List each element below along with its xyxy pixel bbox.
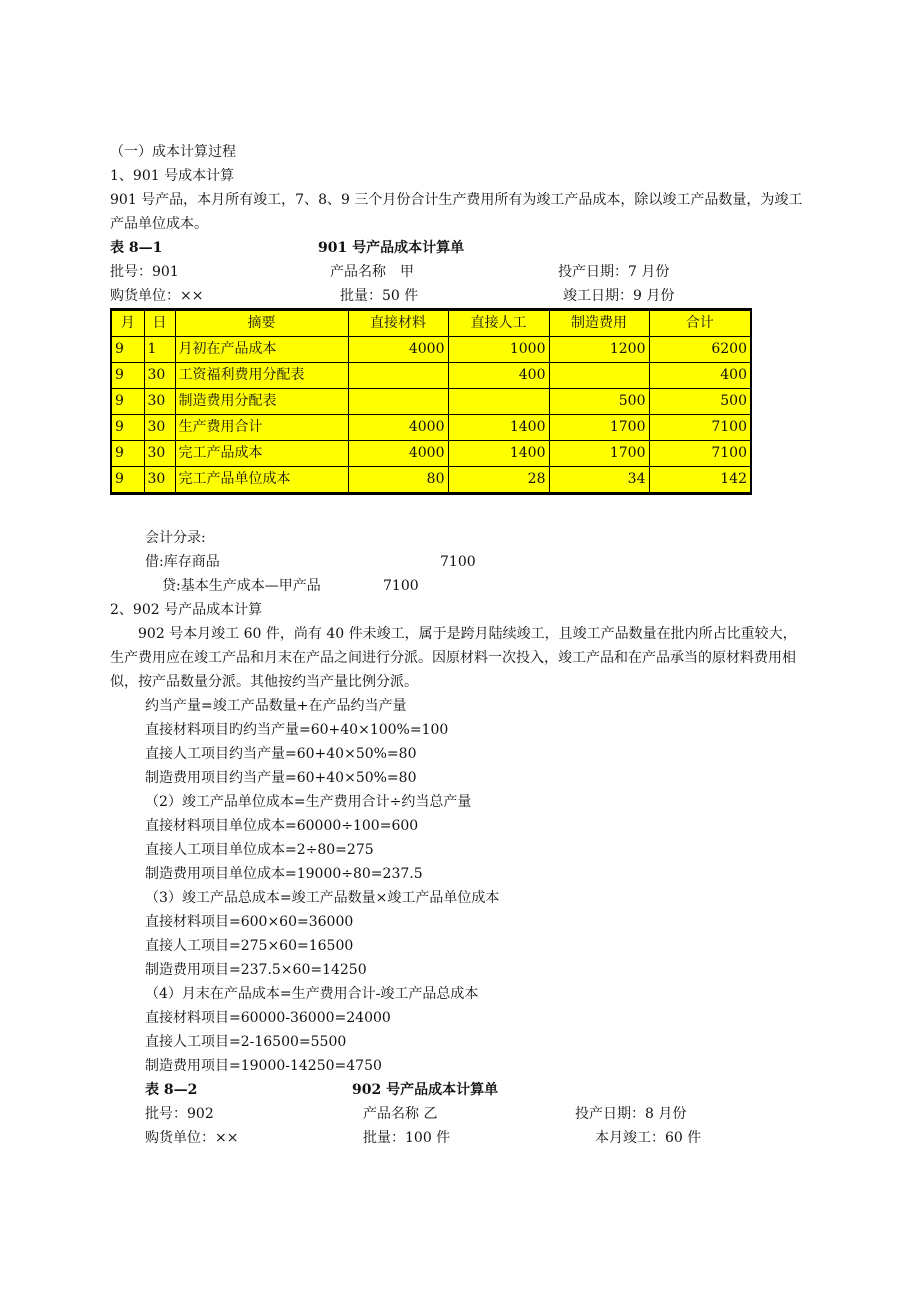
cell-direct-labor: 1400 <box>448 441 549 467</box>
cell-direct-material <box>348 363 448 389</box>
calc-line: 直接人工项目=2-16500=5500 <box>145 1034 347 1050</box>
calc-line: 制造费用项目约当产量=60+40×50%=80 <box>145 770 417 786</box>
cost-table-901 <box>110 308 752 495</box>
calc-line: 约当产量=竣工产品数量+在产品约当产量 <box>145 698 407 714</box>
header-summary: 摘要 <box>175 310 348 337</box>
table-1-finish-date: 竣工日期：9 月份 <box>563 288 675 304</box>
header-month: 月 <box>111 310 144 337</box>
table-1-batch: 批号：901 <box>110 264 179 280</box>
cell-overhead: 500 <box>549 389 649 415</box>
table-1-start-date: 投产日期：7 月份 <box>558 264 670 280</box>
journal-credit-amount: 7100 <box>383 578 419 594</box>
table-1-product: 产品名称 甲 <box>330 264 414 280</box>
cell-day: 30 <box>144 467 175 494</box>
table-row <box>111 415 751 441</box>
calc-line: （2）竣工产品单位成本=生产费用合计÷约当总产量 <box>145 794 472 810</box>
section-1-title: 1、901 号成本计算 <box>110 168 235 184</box>
table-2-batch: 批号：902 <box>145 1106 214 1122</box>
calc-line: 直接人工项目单位成本=2÷80=275 <box>145 842 374 858</box>
calc-line: 制造费用项目=237.5×60=14250 <box>145 962 367 978</box>
calc-line: 制造费用项目=19000-14250=4750 <box>145 1058 382 1074</box>
cell-month: 9 <box>111 363 144 389</box>
calc-line: （3）竣工产品总成本=竣工产品数量×竣工产品单位成本 <box>145 890 500 906</box>
table-row <box>111 389 751 415</box>
cell-summary: 完工产品成本 <box>175 441 348 467</box>
table-row <box>111 441 751 467</box>
table-1-buyer: 购货单位：×× <box>110 288 204 304</box>
table-2-start-date: 投产日期：8 月份 <box>575 1106 687 1122</box>
calc-line: （4）月末在产品成本=生产费用合计-竣工产品总成本 <box>145 986 479 1002</box>
calc-line: 直接材料项目旳约当产量=60+40×100%=100 <box>145 722 449 738</box>
cell-overhead: 1700 <box>549 441 649 467</box>
section-2-paragraph: 902 号本月竣工 60 件，尚有 40 件未竣工，属于是跨月陆续竣工，且竣工产品数量在批内所占比重较大，生产费用应在竣工产品和月末在产品之间进行分派。因原材料一次投入，竣工产品和在产品承当的原材料费用相似，按产品数量分派。其他按约当产量比例分派。 <box>110 626 797 690</box>
cell-day: 1 <box>144 337 175 363</box>
cell-day: 30 <box>144 389 175 415</box>
cell-direct-labor <box>448 389 549 415</box>
cell-total: 500 <box>649 389 751 415</box>
table-1-quantity: 批量：50 件 <box>340 288 419 304</box>
journal-debit: 借:库存商品 <box>145 554 220 570</box>
cell-day: 30 <box>144 441 175 467</box>
cell-day: 30 <box>144 363 175 389</box>
table-2-product: 产品名称 乙 <box>363 1106 438 1122</box>
journal-title: 会计分录: <box>145 530 206 546</box>
cell-day: 30 <box>144 415 175 441</box>
calc-line: 直接人工项目约当产量=60+40×50%=80 <box>145 746 417 762</box>
cell-month: 9 <box>111 415 144 441</box>
table-row <box>111 467 751 494</box>
table-2-title: 902 号产品成本计算单 <box>352 1082 499 1098</box>
cell-total: 400 <box>649 363 751 389</box>
cell-summary: 工资福利费用分配表 <box>175 363 348 389</box>
table-row <box>111 337 751 363</box>
cell-direct-material: 80 <box>348 467 448 494</box>
cell-total: 6200 <box>649 337 751 363</box>
cell-direct-labor: 1000 <box>448 337 549 363</box>
table-2-label: 表 8—2 <box>145 1082 198 1098</box>
calc-line: 直接人工项目=275×60=16500 <box>145 938 354 954</box>
cell-month: 9 <box>111 441 144 467</box>
cell-direct-material: 4000 <box>348 337 448 363</box>
table-2-buyer: 购货单位：×× <box>145 1130 239 1146</box>
section-1-paragraph: 901 号产品，本月所有竣工，7、8、9 三个月份合计生产费用所有为竣工产品成本，除以竣工产品数量，为竣工产品单位成本。 <box>110 192 803 232</box>
cell-overhead: 1200 <box>549 337 649 363</box>
cell-summary: 生产费用合计 <box>175 415 348 441</box>
calc-line: 直接材料项目单位成本=60000÷100=600 <box>145 818 419 834</box>
table-2-quantity: 批量：100 件 <box>363 1130 451 1146</box>
cell-month: 9 <box>111 389 144 415</box>
calc-line: 直接材料项目=60000-36000=24000 <box>145 1010 391 1026</box>
header-day: 日 <box>144 310 175 337</box>
table-header-row <box>111 310 751 337</box>
table-1-label: 表 8—1 <box>110 240 163 256</box>
cell-overhead: 1700 <box>549 415 649 441</box>
cell-summary: 制造费用分配表 <box>175 389 348 415</box>
cell-direct-material: 4000 <box>348 415 448 441</box>
cell-month: 9 <box>111 467 144 494</box>
cell-direct-material <box>348 389 448 415</box>
cell-total: 7100 <box>649 441 751 467</box>
cell-total: 7100 <box>649 415 751 441</box>
cell-summary: 月初在产品成本 <box>175 337 348 363</box>
table-row <box>111 363 751 389</box>
section-2-title: 2、902 号产品成本计算 <box>110 602 263 618</box>
cell-overhead: 34 <box>549 467 649 494</box>
header-direct-material: 直接材料 <box>348 310 448 337</box>
calc-line: 制造费用项目单位成本=19000÷80=237.5 <box>145 866 423 882</box>
cell-month: 9 <box>111 337 144 363</box>
cell-direct-material: 4000 <box>348 441 448 467</box>
cell-direct-labor: 28 <box>448 467 549 494</box>
table-1-title: 901 号产品成本计算单 <box>318 240 465 256</box>
calc-line: 直接材料项目=600×60=36000 <box>145 914 354 930</box>
header-direct-labor: 直接人工 <box>448 310 549 337</box>
cell-direct-labor: 1400 <box>448 415 549 441</box>
cell-overhead <box>549 363 649 389</box>
table-2-finished: 本月竣工：60 件 <box>595 1130 702 1146</box>
journal-credit: 贷:基本生产成本—甲产品 <box>162 578 321 594</box>
section-heading: （一）成本计算过程 <box>110 144 236 160</box>
journal-debit-amount: 7100 <box>440 554 476 570</box>
header-total: 合计 <box>649 310 751 337</box>
cell-summary: 完工产品单位成本 <box>175 467 348 494</box>
cell-direct-labor: 400 <box>448 363 549 389</box>
cell-total: 142 <box>649 467 751 494</box>
header-overhead: 制造费用 <box>549 310 649 337</box>
